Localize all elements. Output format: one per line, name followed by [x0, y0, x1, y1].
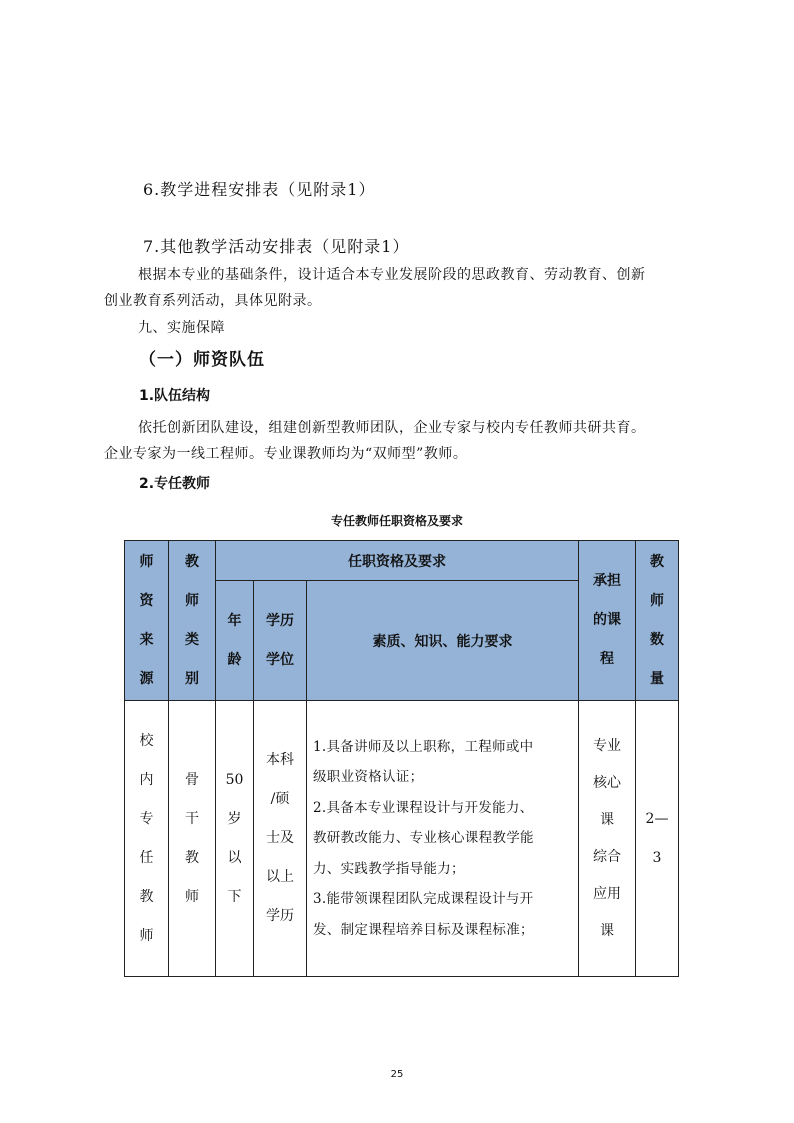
cell-courses: 专业 核心 课 综合 应用 课: [579, 701, 636, 977]
header-courses: 承担 的课 程: [579, 541, 636, 701]
table-caption: 专任教师任职资格及要求: [330, 514, 463, 528]
item-6-heading: 6.教学进程安排表（见附录1）: [143, 180, 376, 199]
paragraph-line: 依托创新团队建设，组建创新型教师团队，企业专家与校内专任教师共研共育。: [138, 420, 646, 436]
header-degree: 学历 学位: [254, 581, 307, 701]
subsection-team-structure: 1.队伍结构: [139, 388, 211, 404]
section-nine-heading: 九、实施保障: [138, 320, 225, 336]
cell-degree: 本科 /硕 士及 以上 学历: [254, 701, 307, 977]
header-teacher-count: 教 师 数 量: [636, 541, 679, 701]
item-7-heading: 7.其他教学活动安排表（见附录1）: [143, 237, 410, 256]
section-title-teachers: （一）师资队伍: [139, 350, 265, 370]
header-teacher-type: 教 师 类 别: [169, 541, 216, 701]
paragraph-line: 创业教育系列活动，具体见附录。: [104, 293, 322, 309]
paragraph-line: 企业专家为一线工程师。专业课教师均为“双师型”教师。: [104, 446, 468, 462]
cell-requirements: 1.具备讲师及以上职称，工程师或中 级职业资格认证； 2.具备本专业课程设计与开发能力、 教研教改能力、专业核心课程教学能 力、实践教学指导能力； 3.能带领课程团队完成课程设计与开 发、制定课程培养目标及课程标准；: [307, 701, 579, 977]
subsection-full-time-teachers: 2.专任教师: [139, 476, 211, 492]
qualification-table: [124, 540, 679, 977]
header-qualifications: 任职资格及要求: [216, 541, 579, 581]
cell-source: 校 内 专 任 教 师: [125, 701, 169, 977]
header-age: 年 龄: [216, 581, 254, 701]
header-teacher-source: 师 资 来 源: [125, 541, 169, 701]
cell-type: 骨 干 教 师: [169, 701, 216, 977]
header-ability-requirements: 素质、知识、能力要求: [307, 581, 579, 701]
page-number: 25: [390, 1069, 404, 1080]
cell-count: 2— 3: [636, 701, 679, 977]
table-row: [125, 701, 679, 977]
cell-age: 50 岁 以 下: [216, 701, 254, 977]
paragraph-line: 根据本专业的基础条件，设计适合本专业发展阶段的思政教育、劳动教育、创新: [138, 267, 646, 283]
